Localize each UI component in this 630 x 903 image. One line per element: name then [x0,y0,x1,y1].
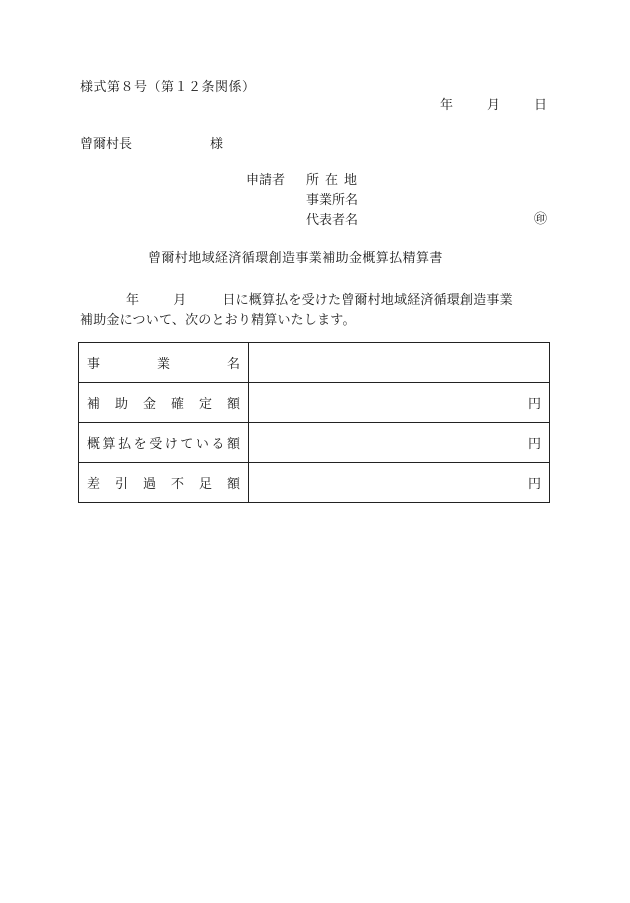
addressee-honorific: 様 [210,137,224,152]
representative-label: 代表者名 [306,213,359,228]
address-label: 所在地 [306,173,364,188]
business-name-label: 事業所名 [306,193,359,208]
table-row [79,343,550,383]
body-month-label: 月 [173,293,187,308]
seal-mark: ㊞ [534,212,548,227]
table-row [79,463,550,503]
body-sentence-part2: 補助金について、次のとおり精算いたします。 [80,313,356,328]
table-row [79,383,550,423]
confirmed-amount-value[interactable]: 円 [249,383,550,423]
business-name-cell-value[interactable] [249,343,550,383]
date-month-label: 月 [486,98,500,113]
advance-received-value[interactable]: 円 [249,423,550,463]
document-title: 曾爾村地域経済循環創造事業補助金概算払精算書 [148,251,443,266]
difference-value[interactable]: 円 [249,463,550,503]
confirmed-amount-label: 補助金確定額 [79,383,249,423]
addressee [80,138,223,151]
body-sentence-part1: 日に概算払を受けた曾爾村地域経済循環創造事業 [222,293,513,308]
detail-table [78,342,550,503]
body-year-label: 年 [126,293,140,308]
business-name-cell-label: 事業名 [79,343,249,383]
applicant-label: 申請者 [246,173,286,188]
date-line [440,99,547,112]
date-day-label: 日 [533,98,547,113]
form-number: 様式第８号（第１２条関係） [80,80,256,95]
addressee-name: 曾爾村長 [80,137,133,152]
advance-received-label: 概算払を受けている額 [79,423,249,463]
table-row [79,423,550,463]
body-text [80,291,550,331]
difference-label: 差引過不足額 [79,463,249,503]
date-year-label: 年 [439,98,453,113]
